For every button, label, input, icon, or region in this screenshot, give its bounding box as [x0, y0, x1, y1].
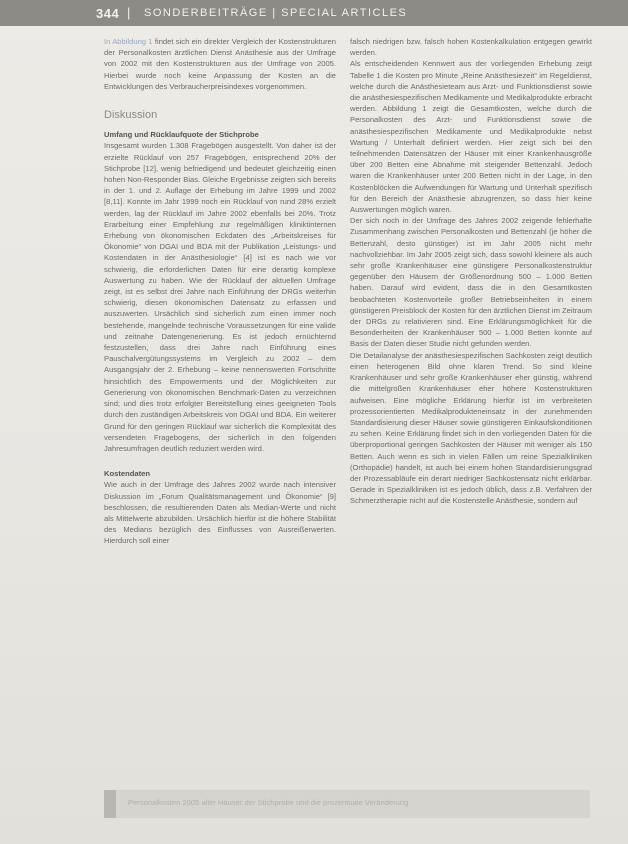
sample-paragraph: Insgesamt wurden 1.308 Fragebögen ausgestellt. Von daher ist der erzielte Rücklauf von 257 Fragebögen, entsprechend 20% der Stichprobe [12], wenig befriedigend und bedeutet gleichzeitig einen hohen Non-Responder Bias. Gleiche Ergebnisse zeigten sich bereits in der 1. und 2. Auflage der Erhebung im Jahre 1999 und 2002 [8,11]. Konnte im Jahr 1999 noch ein Rücklauf von rund 28% erzielt werden, lag der Rücklauf im Jahre 2002 ebenfalls bei 20%. Trotz Erarbeitung einer Empfehlung zur regelmäßigen kliniktinternen Erhebung von ökonomischen Eckdaten des „Arbeitskreises für Ökonomie“ von DGAI und BDA mit der Publikation „Leistungs- und Kostendaten in der Anästhesiologie“ [4] ist es nach wie vor schwierig, die erforderlichen Daten für eine derartig komplexe Auswertung zu haben. Wie der Rücklauf der aktuellen Umfrage zeigt, ist es selbst drei Jahre nach Einführung der DRGs weiterhin schwierig, diesen ökonomischen Datensatz zu erfassen und auszuwerten. Ursächlich sind sicherlich zum einen immer noch bestehende, mangelnde technische Voraussetzungen für eine valide und zeitnahe Datengenerierung. Es ist jedoch ernüchternd festzustellen, dass drei Jahre nach Einführung eines Pauschalvergütungssystems im Vergleich zu 2002 – dem Ausgangsjahr der 2. Erhebung – keine nennenswerten Fortschritte hinsichtlich des Empowerments und der Möglichkeiten zur Generierung von ökonomischen Benchmark-Daten zu verzeichnen sind; und dies trotz erfolgter Bereitstellung eines geeigneten Tools durch den zuständigen Arbeitskreis von DGAI und BDA. Ein weiterer Grund für den geringen Rücklauf war sicherlich die Komplexität des versendeten Fragebogens, der sicherlich in den folgenden Jahresumfragen deutlich reduziert werden wird. [104, 141, 336, 453]
figure-reference: In Abbildung 1 [104, 37, 153, 46]
right-paragraph-2: Als entscheidenden Kennwert aus der vorliegenden Erhebung zeigt Tabelle 1 die Kosten pro Minute „Reine Anästhesiezeit“ im Regeldienst, welche durch die Anästhesieteam aus Arzt- und Funktionsdienst sowie die anästhesiespezifischen Medikamente und Medikalprodukte erbracht werden. Abbildung 1 zeigt die Gesamtkosten, welche durch die Personalkosten des Arzt- und Funktionsdienst sowie die anästhesiespezifischen Medikamente und Medikalprodukte nebst Wartung / Unterhalt definiert werden. Hier zeigt sich bei den teilnehmenden Datensätzen der Häuser mit einer Krankenhausgröße über 200 Betten eine Abnahme mit steigender Bettenzahl. Jedoch waren die Krankenhäuser unter 200 Betten nicht in der Lage, in den Kostenblöcken die Aufwendungen für Wartung und Unterhalt spezifisch für den Bereich der Anästhesie abzugrenzen, so dass hier keine Auswertungen möglich waren. [350, 59, 592, 215]
cost-data-subheading: Kostendaten [104, 469, 150, 479]
cost-data-paragraph: Wie auch in der Umfrage des Jahres 2002 wurde nach intensiver Diskussion im „Forum Qualitätsmanagement und Ökonomie“ [9] beschlossen, die resultierenden Daten als Median-Werte und nicht als Mittelwerte abzubilden. Ursächlich hierfür ist die höhere Stabilität des Medians bezüglich des Einflusses von Ausreißerwerten. Hierdurch soll einer [104, 480, 336, 546]
sample-subheading: Umfang und Rücklaufquote der Stichprobe [104, 130, 259, 140]
left-column [104, 36, 336, 547]
right-paragraph-4: Die Detailanalyse der anästhesiespezifischen Sachkosten zeigt deutlich einen heterogenen Bild ohne klaren Trend. So sind kleine Krankenhäuser und sehr große Krankenhäuser eher günstig, während die mittelgroßen Krankenhäuser eher höhere Kostenstrukturen aufweisen. Eine mögliche Erklärung hierfür ist im verbreiteten prozessorientierten Medikalprodukteneinsatz in der zunehmenden Standardisierung dieser Häuser sowie günstigeren Einkaufskonditionen zu sehen. Keine Erklärung findet sich in den vorliegenden Daten für die überproportional geringen Sachkosten der Häuser mit weniger als 150 Betten. Auch wenn es sich in vielen Fällen um reine Spezialkliniken (Orthopädie) handelt, ist auch bei einem hohen Standardisierungsgrad der Prozessabläufe ein derart niedriger Sachkostensatz nicht erklärbar. Gerade in Spezialkliniken ist es jedoch üblich, dass z.B. Verfahren der Schmerztherapie nicht auf die Kostenstelle Anästhesie, sondern auf [350, 350, 592, 506]
right-column [350, 36, 592, 507]
caption-marker [104, 790, 116, 818]
discussion-heading: Diskussion [104, 109, 158, 122]
right-paragraph-3: Der sich noch in der Umfrage des Jahres 2002 zeigende fehlerhafte Zusammenhang zwischen Personalkosten und Bettenzahl (je höher die Bettenzahl, desto günstiger) ist im Jahr 2005 nicht mehr nachvollziehbar. Im Jahr 2005 zeigt sich, dass sowohl kleinere als auch sehr große Krankenhäuser eine günstigere Personalkostenstruktur gegenüber den Häusern der Größenordnung 500 – 1.000 Betten haben. Darauf wird evident, dass die in den Gesamtkosten beobachteten Kostenvorteile großer Betriebseinheiten in einem günstigeren Preisblock der Kosten für den ärztlichen Dienst im Zeitraum der DRGs zu relativieren sind. Eine Erklärungsmöglichkeit für die Besonderheiten der Krankenhäuser 500 – 1.000 Betten konnte auf Basis der Daten dieser Studie nicht gefunden werden. [350, 216, 592, 349]
header-separator: | [127, 5, 131, 20]
section-title: SONDERBEITRÄGE | SPECIAL ARTICLES [144, 7, 408, 19]
intro-text: findet sich ein direkter Vergleich der Kostenstrukturen der Personalkosten ärztlichen Dienst Anästhesie aus der Umfrage von 2002 mit den Kostenstrukturen aus der Umfrage von 2005. Hierbei wurde noch keine Anpassung der Kosten an die Entwicklungen des Verbraucherpreisindexes vorgenommen. [104, 37, 336, 91]
figure-caption: Personalkosten 2005 aller Häuser der Stichprobe und die prozentuale Veränderung [128, 798, 409, 807]
right-paragraph-1: falsch niedrigen bzw. falsch hohen Kostenkalkulation entgegen gewirkt werden. [350, 37, 592, 58]
page-number: 344 [96, 6, 120, 21]
page-header-bar [0, 0, 628, 26]
figure-caption-bar [104, 790, 590, 818]
intro-paragraph [104, 36, 336, 92]
